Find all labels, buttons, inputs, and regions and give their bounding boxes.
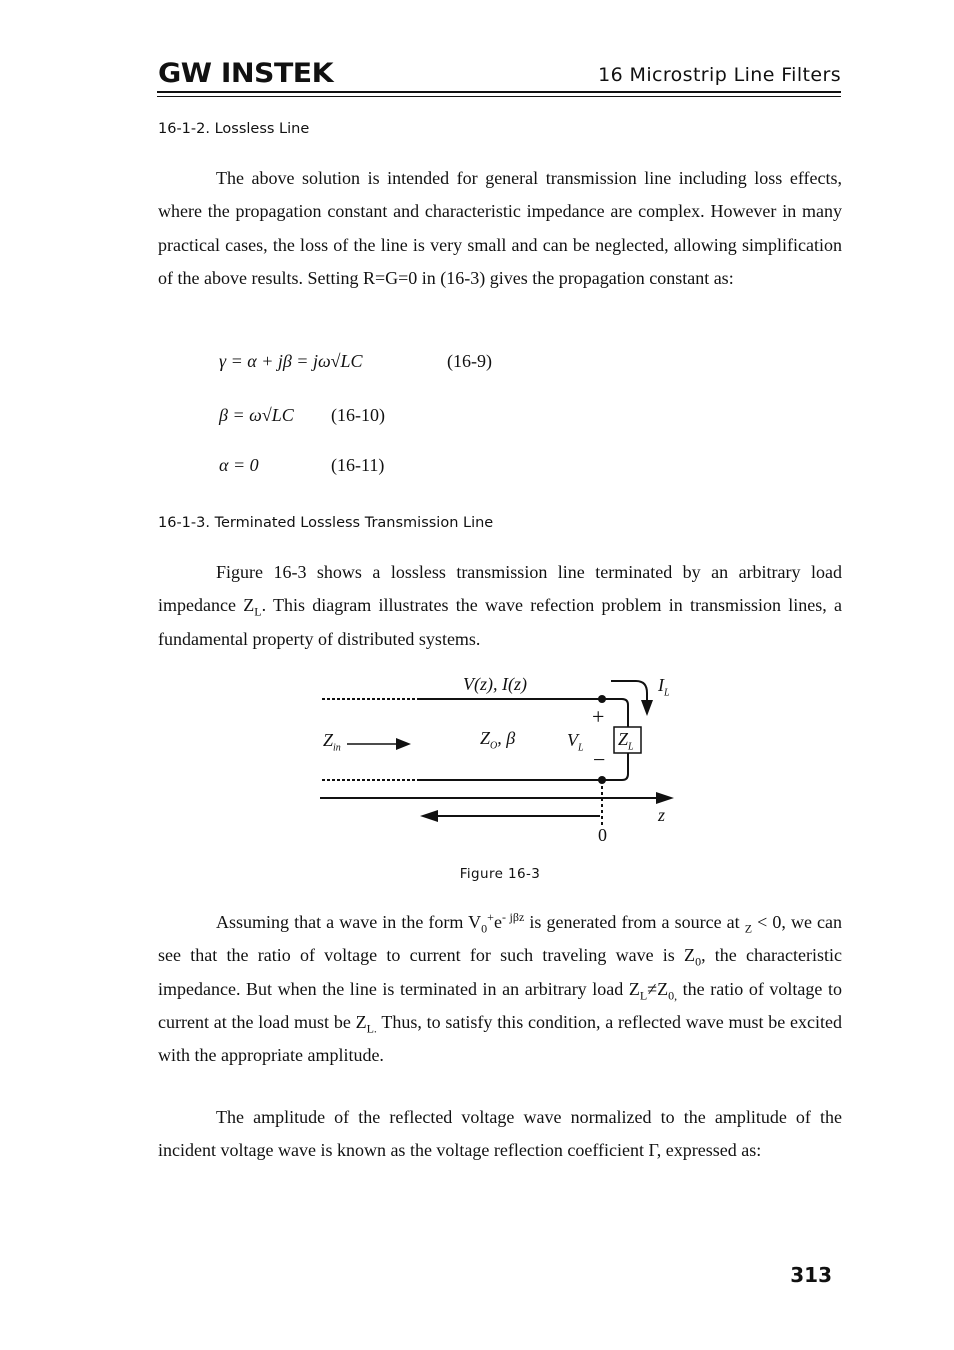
p3-sub1: 0	[695, 954, 702, 969]
label-il-main: I	[658, 675, 664, 695]
equation-number-16-10: (16-10)	[331, 405, 385, 425]
equation-number-16-11: (16-11)	[331, 455, 385, 475]
paragraph-reflection-coefficient	[158, 1101, 842, 1168]
p3-sub2: L	[639, 988, 648, 1003]
label-characteristic-impedance	[480, 728, 516, 752]
label-zo-main: Z	[480, 728, 491, 748]
paragraph-traveling-wave	[158, 906, 842, 1072]
label-zl-main: Z	[618, 729, 629, 749]
chapter-title: 16 Microstrip Line Filters	[598, 64, 841, 86]
z-axis-arrowhead	[656, 792, 674, 804]
label-input-impedance	[323, 730, 341, 754]
label-il-sub: L	[664, 687, 670, 699]
label-zl-sub: L	[628, 741, 634, 753]
p3-sub0: 0	[481, 921, 488, 936]
p3-sub4: L.	[366, 1021, 377, 1036]
equation-16-10-text: β = ω√LC	[219, 405, 294, 425]
label-load-voltage	[567, 730, 584, 754]
label-zin-main: Z	[323, 730, 334, 750]
p3-text-e: ≠Z	[647, 978, 669, 999]
section-heading-terminated: 16-1-3. Terminated Lossless Transmission Line	[158, 515, 494, 531]
p3-z: Z	[744, 921, 753, 936]
label-zin-sub: in	[333, 742, 341, 754]
label-z-axis: z	[658, 805, 666, 825]
p3-sup: +	[487, 910, 494, 924]
page-number: 313	[790, 1263, 832, 1287]
label-load-impedance	[618, 729, 634, 753]
label-vl-sub: L	[578, 742, 584, 754]
label-load-current	[658, 675, 670, 699]
section-heading-lossless: 16-1-2. Lossless Line	[158, 121, 310, 137]
figure-caption: Figure 16-3	[459, 866, 541, 882]
p2-text-b: . This diagram illustrates the wave refection problem in transmission lines, a fundamental property of distributed systems.	[158, 595, 842, 649]
p3-text-d: , the characteristic impedance. But when the line is terminated in an arbitrary load Z	[158, 945, 842, 999]
p4-text: The amplitude of the reflected voltage wave normalized to the amplitude of the incident voltage wave is known as the voltage reflection coefficient Γ, expressed as:	[158, 1107, 842, 1161]
label-plus: +	[592, 704, 605, 729]
company-logo: GW INSTEK	[158, 58, 334, 89]
p2-text-a: Figure 16-3 shows a lossless transmission line terminated by an arbitrary load impedance Z	[158, 562, 842, 616]
label-zo-sub: O	[490, 740, 498, 752]
p3-e: e	[493, 912, 502, 932]
paragraph-intro-text: The above solution is intended for general transmission line including loss effects, where the propagation constant and characteristic impedance are complex. However in many practical cases, the loss of the line is very small and can be neglected, allowing simplification of the above results. Setting R=G=0 in (16-3) gives the propagation constant as:	[158, 168, 842, 288]
p3-text-a: Assuming that a wave in the form V	[216, 912, 482, 932]
p3-text-f: the ratio of voltage to current at the load must be Z	[158, 978, 842, 1032]
equation-16-11-text: α = 0	[219, 455, 259, 475]
equation-number-16-9: (16-9)	[447, 351, 492, 371]
p3-exp: - jβz	[501, 910, 525, 924]
current-arrow-head	[641, 700, 653, 716]
load-top-wire	[602, 699, 628, 727]
zin-arrow-head	[396, 738, 411, 750]
p3-text-g: Thus, to satisfy this condition, a reflected wave must be excited with the appropriate amplitude.	[158, 1011, 842, 1066]
p2-sub: L	[254, 604, 262, 619]
label-voltage-current: V(z), I(z)	[463, 674, 527, 694]
p3-text-b: is generated from a source at	[524, 912, 745, 932]
reflected-wave-arrow-head	[420, 810, 438, 822]
load-bottom-wire	[602, 753, 628, 780]
p3-text-c: < 0, we can see that the ratio of voltage to current for such traveling wave is Z	[158, 912, 843, 966]
p3-sub3: 0,	[668, 988, 678, 1003]
equation-16-9-text: γ = α + jβ = jω√LC	[219, 351, 363, 371]
label-origin: 0	[598, 825, 607, 845]
label-vl-main: V	[567, 730, 578, 750]
label-minus: −	[593, 747, 606, 772]
label-zo-beta: , β	[497, 728, 516, 748]
current-arrow-path	[611, 681, 647, 706]
